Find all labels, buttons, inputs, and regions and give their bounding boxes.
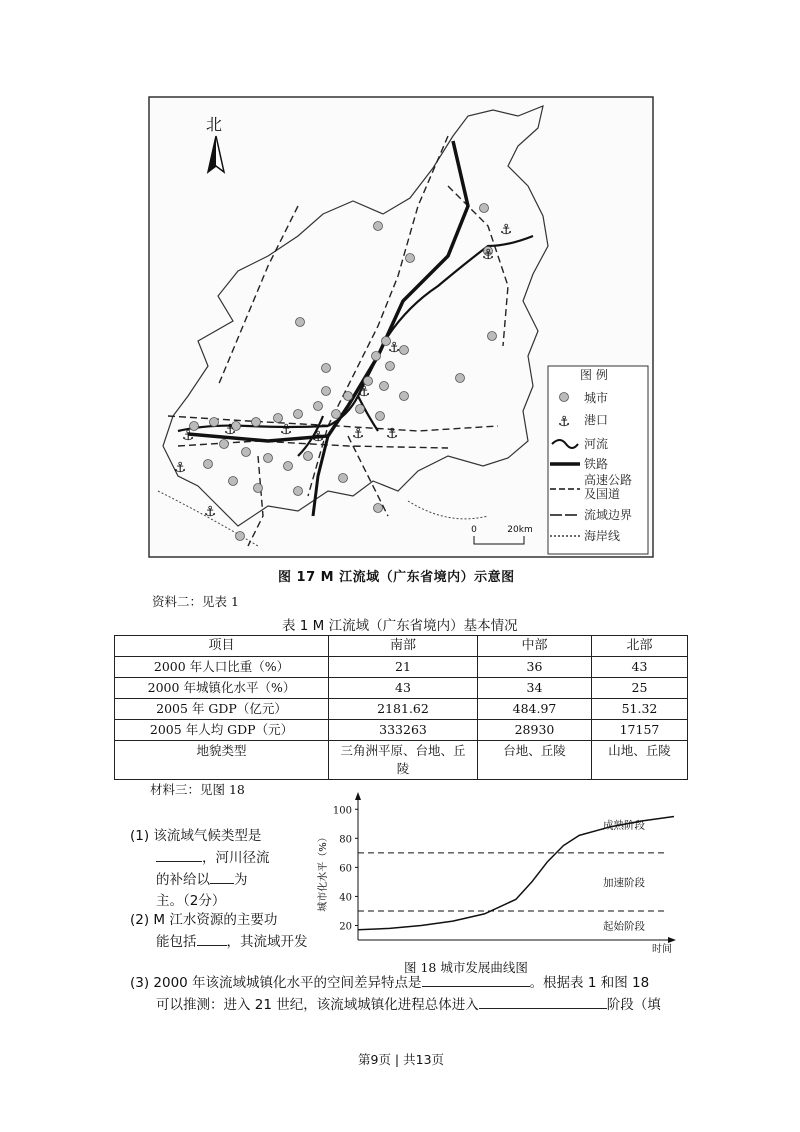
y-axis-label: 城市化水平（%） — [318, 832, 329, 912]
material-2: 资料二：见表 1 — [152, 594, 239, 609]
svg-text:铁路: 铁路 — [584, 457, 609, 471]
table-cell: 山地、丘陵 — [592, 741, 688, 780]
question-1: (1) 该流域气候类型是 ，河川径流 的补给以 为 主。（2分） — [130, 828, 270, 909]
stage-label: 加速阶段 — [603, 876, 645, 889]
table-cell: 台地、丘陵 — [478, 741, 592, 780]
chart-title: 图 18 城市发展曲线图 — [404, 960, 528, 975]
svg-text:⚓: ⚓ — [481, 247, 495, 263]
table-cell: 34 — [478, 678, 592, 699]
svg-text:⚓: ⚓ — [385, 426, 399, 442]
table-cell: 25 — [592, 678, 688, 699]
basin-info-table — [114, 635, 688, 780]
table-row — [115, 741, 688, 780]
x-axis-label: 时间 — [652, 944, 672, 955]
question-2: (2) M 江水资源的主要功 能包括 ，其流域开发 — [130, 912, 308, 950]
svg-text:20km: 20km — [507, 525, 533, 535]
table-cell: 三角洲平原、台地、丘陵 — [329, 741, 478, 780]
urbanization-curve-chart — [312, 790, 684, 958]
svg-text:⚓: ⚓ — [181, 428, 195, 444]
answer-blank[interactable] — [422, 972, 530, 987]
y-tick-label: 20 — [339, 921, 352, 933]
question-3: (3) 2000 年该流域城镇化水平的空间差异特点是 。根据表 1 和图 18 可以推测：进入 21 世纪，该流域城镇化进程总体进入 阶段（填 — [130, 972, 690, 1016]
answer-blank[interactable] — [479, 994, 607, 1009]
map-caption: 图 17 M 江流域（广东省境内）示意图 — [278, 570, 515, 585]
table-cell: 36 — [478, 657, 592, 678]
table-cell: 484.97 — [478, 699, 592, 720]
svg-text:⚓: ⚓ — [357, 384, 371, 400]
table-cell: 28930 — [478, 720, 592, 741]
svg-text:⚓: ⚓ — [203, 504, 217, 520]
table-cell: 43 — [592, 657, 688, 678]
svg-text:河流: 河流 — [584, 437, 609, 451]
svg-text:⚓: ⚓ — [557, 414, 571, 430]
table-row — [115, 720, 688, 741]
stage-label: 成熟阶段 — [603, 819, 645, 832]
svg-text:⚓: ⚓ — [387, 340, 401, 356]
table-cell: 21 — [329, 657, 478, 678]
svg-text:城市: 城市 — [584, 391, 609, 405]
svg-text:高速公路: 高速公路 — [584, 473, 633, 487]
svg-text:⚓: ⚓ — [279, 422, 293, 438]
table-caption: 表 1 M 江流域（广东省境内）基本情况 — [282, 618, 518, 634]
table-cell: 2181.62 — [329, 699, 478, 720]
table-cell: 地貌类型 — [115, 741, 329, 780]
table-header: 项目 — [115, 636, 329, 657]
svg-text:⚓: ⚓ — [223, 422, 237, 438]
svg-text:⚓: ⚓ — [499, 222, 513, 238]
table-header: 中部 — [478, 636, 592, 657]
table-cell: 333263 — [329, 720, 478, 741]
table-row — [115, 657, 688, 678]
material-3: 材料三：见图 18 — [150, 782, 245, 797]
table-cell: 2000 年城镇化水平（%） — [115, 678, 329, 699]
table-row — [115, 678, 688, 699]
y-tick-label: 60 — [339, 863, 352, 875]
y-tick-label: 40 — [339, 892, 352, 904]
answer-blank[interactable] — [156, 847, 202, 862]
page-footer: 第9页 | 共13页 — [358, 1052, 445, 1067]
table-cell: 2005 年 GDP（亿元） — [115, 699, 329, 720]
table-cell: 2005 年人均 GDP（元） — [115, 720, 329, 741]
table-cell: 17157 — [592, 720, 688, 741]
svg-text:港口: 港口 — [584, 413, 609, 427]
answer-blank[interactable] — [197, 931, 227, 946]
m-river-basin-map — [148, 96, 654, 558]
table-header-row — [115, 636, 688, 657]
x-axis-arrow-icon — [668, 937, 676, 943]
y-tick-label: 100 — [332, 805, 352, 817]
svg-text:图 例: 图 例 — [580, 368, 608, 382]
y-tick-label: 80 — [339, 834, 352, 846]
map-legend — [548, 366, 648, 554]
svg-text:⚓: ⚓ — [173, 460, 187, 476]
svg-text:⚓: ⚓ — [351, 426, 365, 442]
svg-text:海岸线: 海岸线 — [584, 529, 621, 543]
north-label: 北 — [206, 115, 223, 134]
table-header: 北部 — [592, 636, 688, 657]
table-cell: 51.32 — [592, 699, 688, 720]
table-row — [115, 699, 688, 720]
stage-label: 起始阶段 — [603, 920, 645, 933]
table-cell: 2000 年人口比重（%） — [115, 657, 329, 678]
table-header: 南部 — [329, 636, 478, 657]
y-axis-arrow-icon — [355, 792, 361, 800]
svg-text:⚓: ⚓ — [311, 429, 325, 445]
svg-text:及国道: 及国道 — [584, 487, 621, 501]
answer-blank[interactable] — [210, 869, 234, 884]
svg-text:0: 0 — [471, 525, 477, 535]
table-cell: 43 — [329, 678, 478, 699]
urbanization-curve — [358, 817, 674, 933]
svg-text:流域边界: 流域边界 — [584, 508, 633, 522]
